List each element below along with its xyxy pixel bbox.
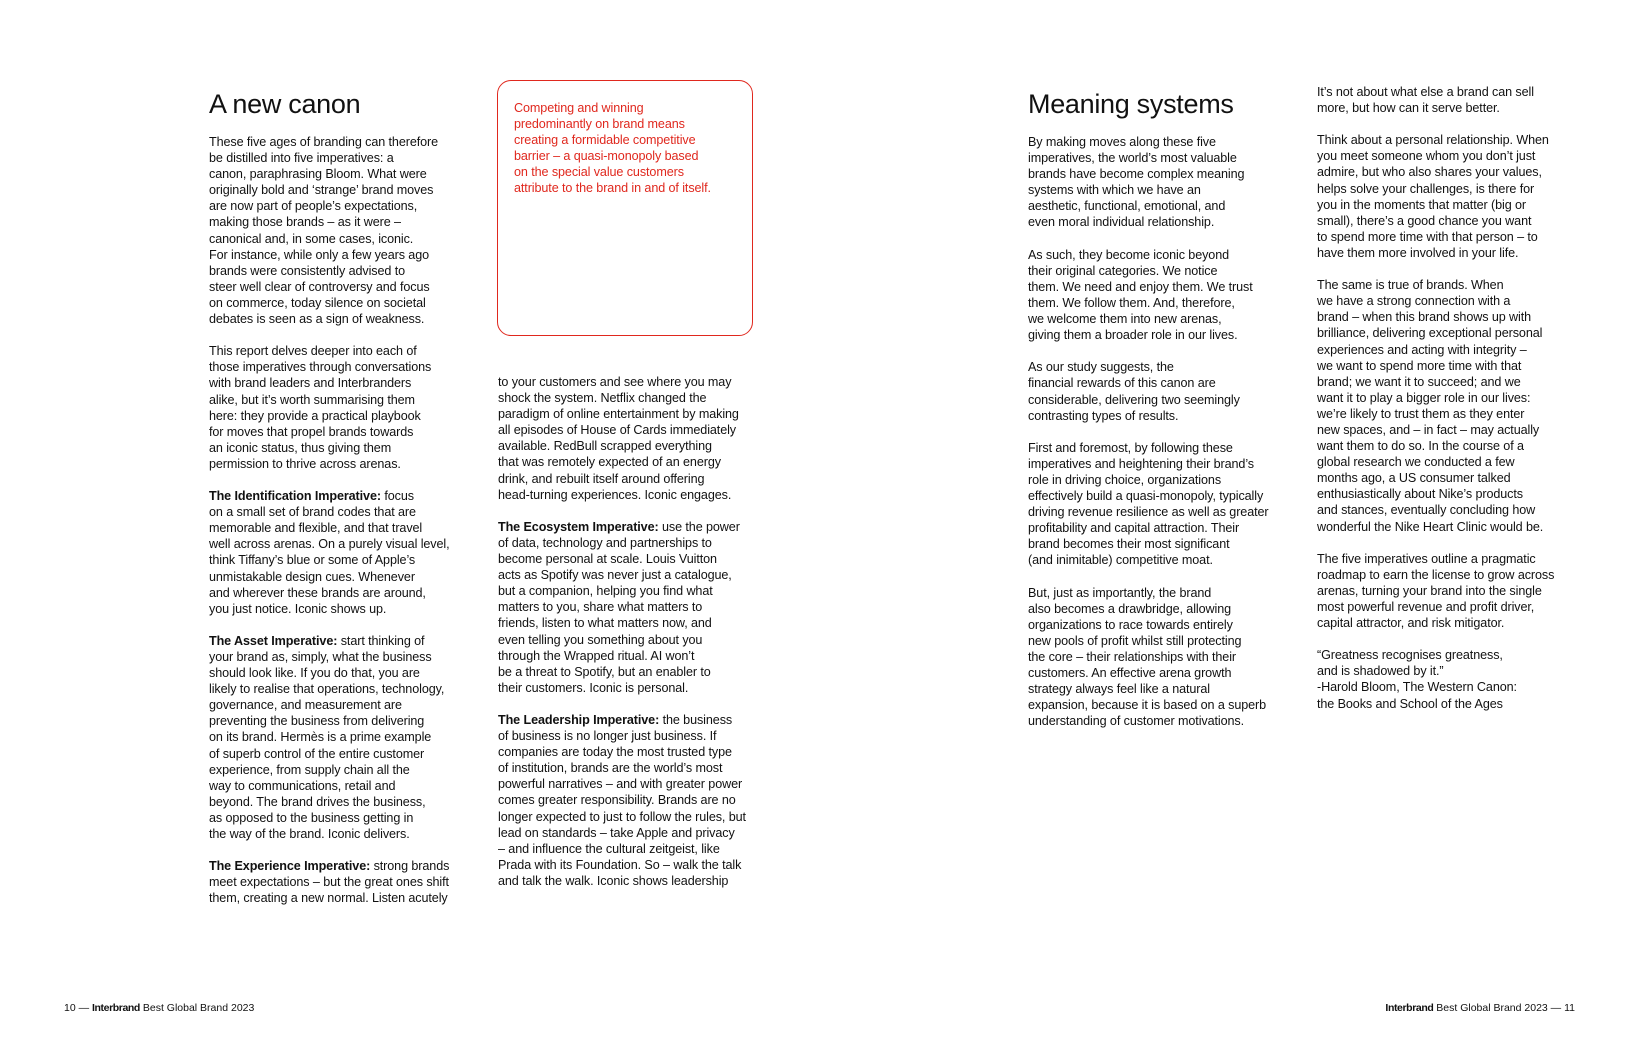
meaning-paragraph-4: First and foremost, by following these imperatives and heightening their brand’s role in driving choice, organizations effectively build a quasi-monopoly, typically driving revenue resilience as well as greater profitability and capital attraction. Their brand becomes their most significant (and inimitable) competitive moat. [1028, 440, 1269, 568]
asset-text: start thinking of your brand as, simply, what the business should look like. If you do that, you are likely to realise that operations, technology, governance, and measurement are preventing the business from delivering on its brand. Hermès is a prime example of superb control of the entire customer experience, from supply chain all the way to communications, retail and beyond. The brand drives the business, as opposed to the business getting in the way of the brand. Iconic delivers. [209, 633, 445, 842]
identification-paragraph [209, 488, 471, 617]
right-column-1 [1028, 88, 1290, 746]
page-title-a-new-canon: A new canon [209, 89, 361, 119]
experience-text: strong brands meet expectations – but the great ones shift them, creating a new normal. Listen acutely [209, 859, 450, 906]
intro-paragraph: These five ages of branding can therefore be distilled into five imperatives: a canon, paraphrasing Bloom. What were originally bold and ‘strange’ brand moves are now part of people’s expectations, making those brands – as it were – canonical and, in some cases, iconic. For instance, while only a few years ago brands were consistently advised to steer well clear of controversy and focus on commerce, today silence on societal debates is seen as a sign of weakness. [209, 135, 439, 327]
leadership-label: The Leadership Imperative: [498, 712, 660, 727]
footer-left-page-number: 10 — [64, 1002, 93, 1014]
leadership-text: the business of business is no longer just business. If companies are today the most trusted type of institution, brands are the world’s most powerful narratives – and with greater power comes greater responsibility. Brands are no longer expected to just to follow the rules, but lead on standards – take Apple and privacy – and influence the cultural zeitgeist, like Prada with its Foundation. So – walk the talk and talk the walk. Iconic shows leadership [498, 712, 746, 888]
footer-right [1385, 1001, 1575, 1015]
ecosystem-label: The Ecosystem Imperative: [498, 519, 659, 534]
relationship-paragraph: Think about a personal relationship. When you meet someone whom you don’t just admire, but who also shares your values, helps solve your challenges, is there for you in the moments that matter (big or small), there’s a good chance you want to spend more time with that person – to have them more involved in your life. [1317, 133, 1549, 260]
callout-text: Competing and winning predominantly on brand means creating a formidable competitive barrier – a quasi-monopoly based on the special value customers attribute to the brand in and of itself. [514, 101, 711, 196]
meaning-paragraph-1: By making moves along these five imperatives, the world’s most valuable brands have become complex meaning systems with which we have an aesthetic, functional, emotional, and even moral individual relationship. [1028, 135, 1245, 230]
meaning-paragraph-5: But, just as importantly, the brand also becomes a drawbridge, allowing organizations to race towards entirely new pools of profit whilst still protecting the core – their relationships with their customers. An effective arena growth strategy always feel like a natural expansion, because it is based on a superb understanding of customer motivations. [1028, 585, 1267, 729]
brands-paragraph: The same is true of brands. When we have a strong connection with a brand – when this brand shows up with brilliance, delivering exceptional personal experiences and acting with integrity – we want to spend more time with that brand; we want it to succeed; and we want it to play a bigger role in our lives: we’re likely to trust them as they enter new spaces, and – in fact – may actually want them to do so. In the course of a global research we conducted a few months ago, a US consumer talked enthusiastically about Nike’s products and stances, eventually concluding how wonderful the Nike Heart Clinic would be. [1317, 278, 1544, 534]
footer-right-title: Best Global Brand 2023 — 11 [1433, 1002, 1575, 1014]
roadmap-paragraph: The five imperatives outline a pragmatic roadmap to earn the license to grow across arenas, turning your brand into the single most powerful revenue and profit driver, capital attractor, and risk mitigator. [1317, 551, 1555, 631]
footer-left [64, 1001, 254, 1015]
page-title-meaning-systems: Meaning systems [1028, 89, 1234, 119]
meaning-paragraph-2: As such, they become iconic beyond their original categories. We notice them. We need and enjoy them. We trust them. We follow them. And, therefore, we welcome them into new arenas, giving them a broader role in our lives. [1028, 247, 1253, 343]
leadership-paragraph [498, 712, 760, 889]
serve-better-paragraph: It’s not about what else a brand can sell more, but how can it serve better. [1317, 85, 1534, 116]
identification-text: focus on a small set of brand codes that are memorable and flexible, and that travel well across arenas. On a purely visual level, think Tiffany’s blue or some of Apple’s unmistakable design cues. Whenever and wherever these brands are around, you just notice. Iconic shows up. [209, 489, 450, 616]
left-column-2 [498, 374, 760, 905]
bloom-quote: “Greatness recognises greatness, and is shadowed by it.” -Harold Bloom, The Western Canon: the Books and School of the Ages [1317, 648, 1517, 711]
left-column-1 [209, 88, 471, 923]
experience-label: The Experience Imperative: [209, 859, 371, 874]
ecosystem-text: use the power of data, technology and partnerships to become personal at scale. Louis Vuitton acts as Spotify was never just a catalogue, but a companion, helping you find what matters to you, share what matters to friends, listen to what matters now, and even telling you something about you through the Wrapped ritual. AI won’t be a threat to Spotify, but an enabler to their customers. Iconic is personal. [498, 519, 740, 695]
footer-left-title: Best Global Brand 2023 [139, 1002, 255, 1014]
experience-paragraph [209, 858, 471, 906]
experience-continued-paragraph: to your customers and see where you may shock the system. Netflix changed the paradigm of online entertainment by making all episodes of House of Cards immediately available. RedBull scrapped everything that was remotely expected of an energy drink, and rebuilt itself around offering head-turning experiences. Iconic engages. [498, 375, 739, 502]
meaning-paragraph-3: As our study suggests, the financial rewards of this canon are considerable, delivering two seemingly contrasting types of results. [1028, 360, 1240, 423]
report-paragraph: This report delves deeper into each of those imperatives through conversations with brand leaders and Interbranders alike, but it’s worth summarising them here: they provide a practical playbook for moves that propel brands towards an iconic status, thus giving them permission to thrive across arenas. [209, 344, 432, 471]
asset-label: The Asset Imperative: [209, 633, 338, 648]
footer-right-brand: Interbrand [1385, 1002, 1434, 1014]
ecosystem-paragraph [498, 519, 760, 696]
right-column-2 [1317, 84, 1583, 728]
identification-label: The Identification Imperative: [209, 489, 381, 504]
callout-box [497, 80, 753, 336]
asset-paragraph [209, 633, 471, 842]
footer-left-brand: Interbrand [92, 1002, 140, 1014]
